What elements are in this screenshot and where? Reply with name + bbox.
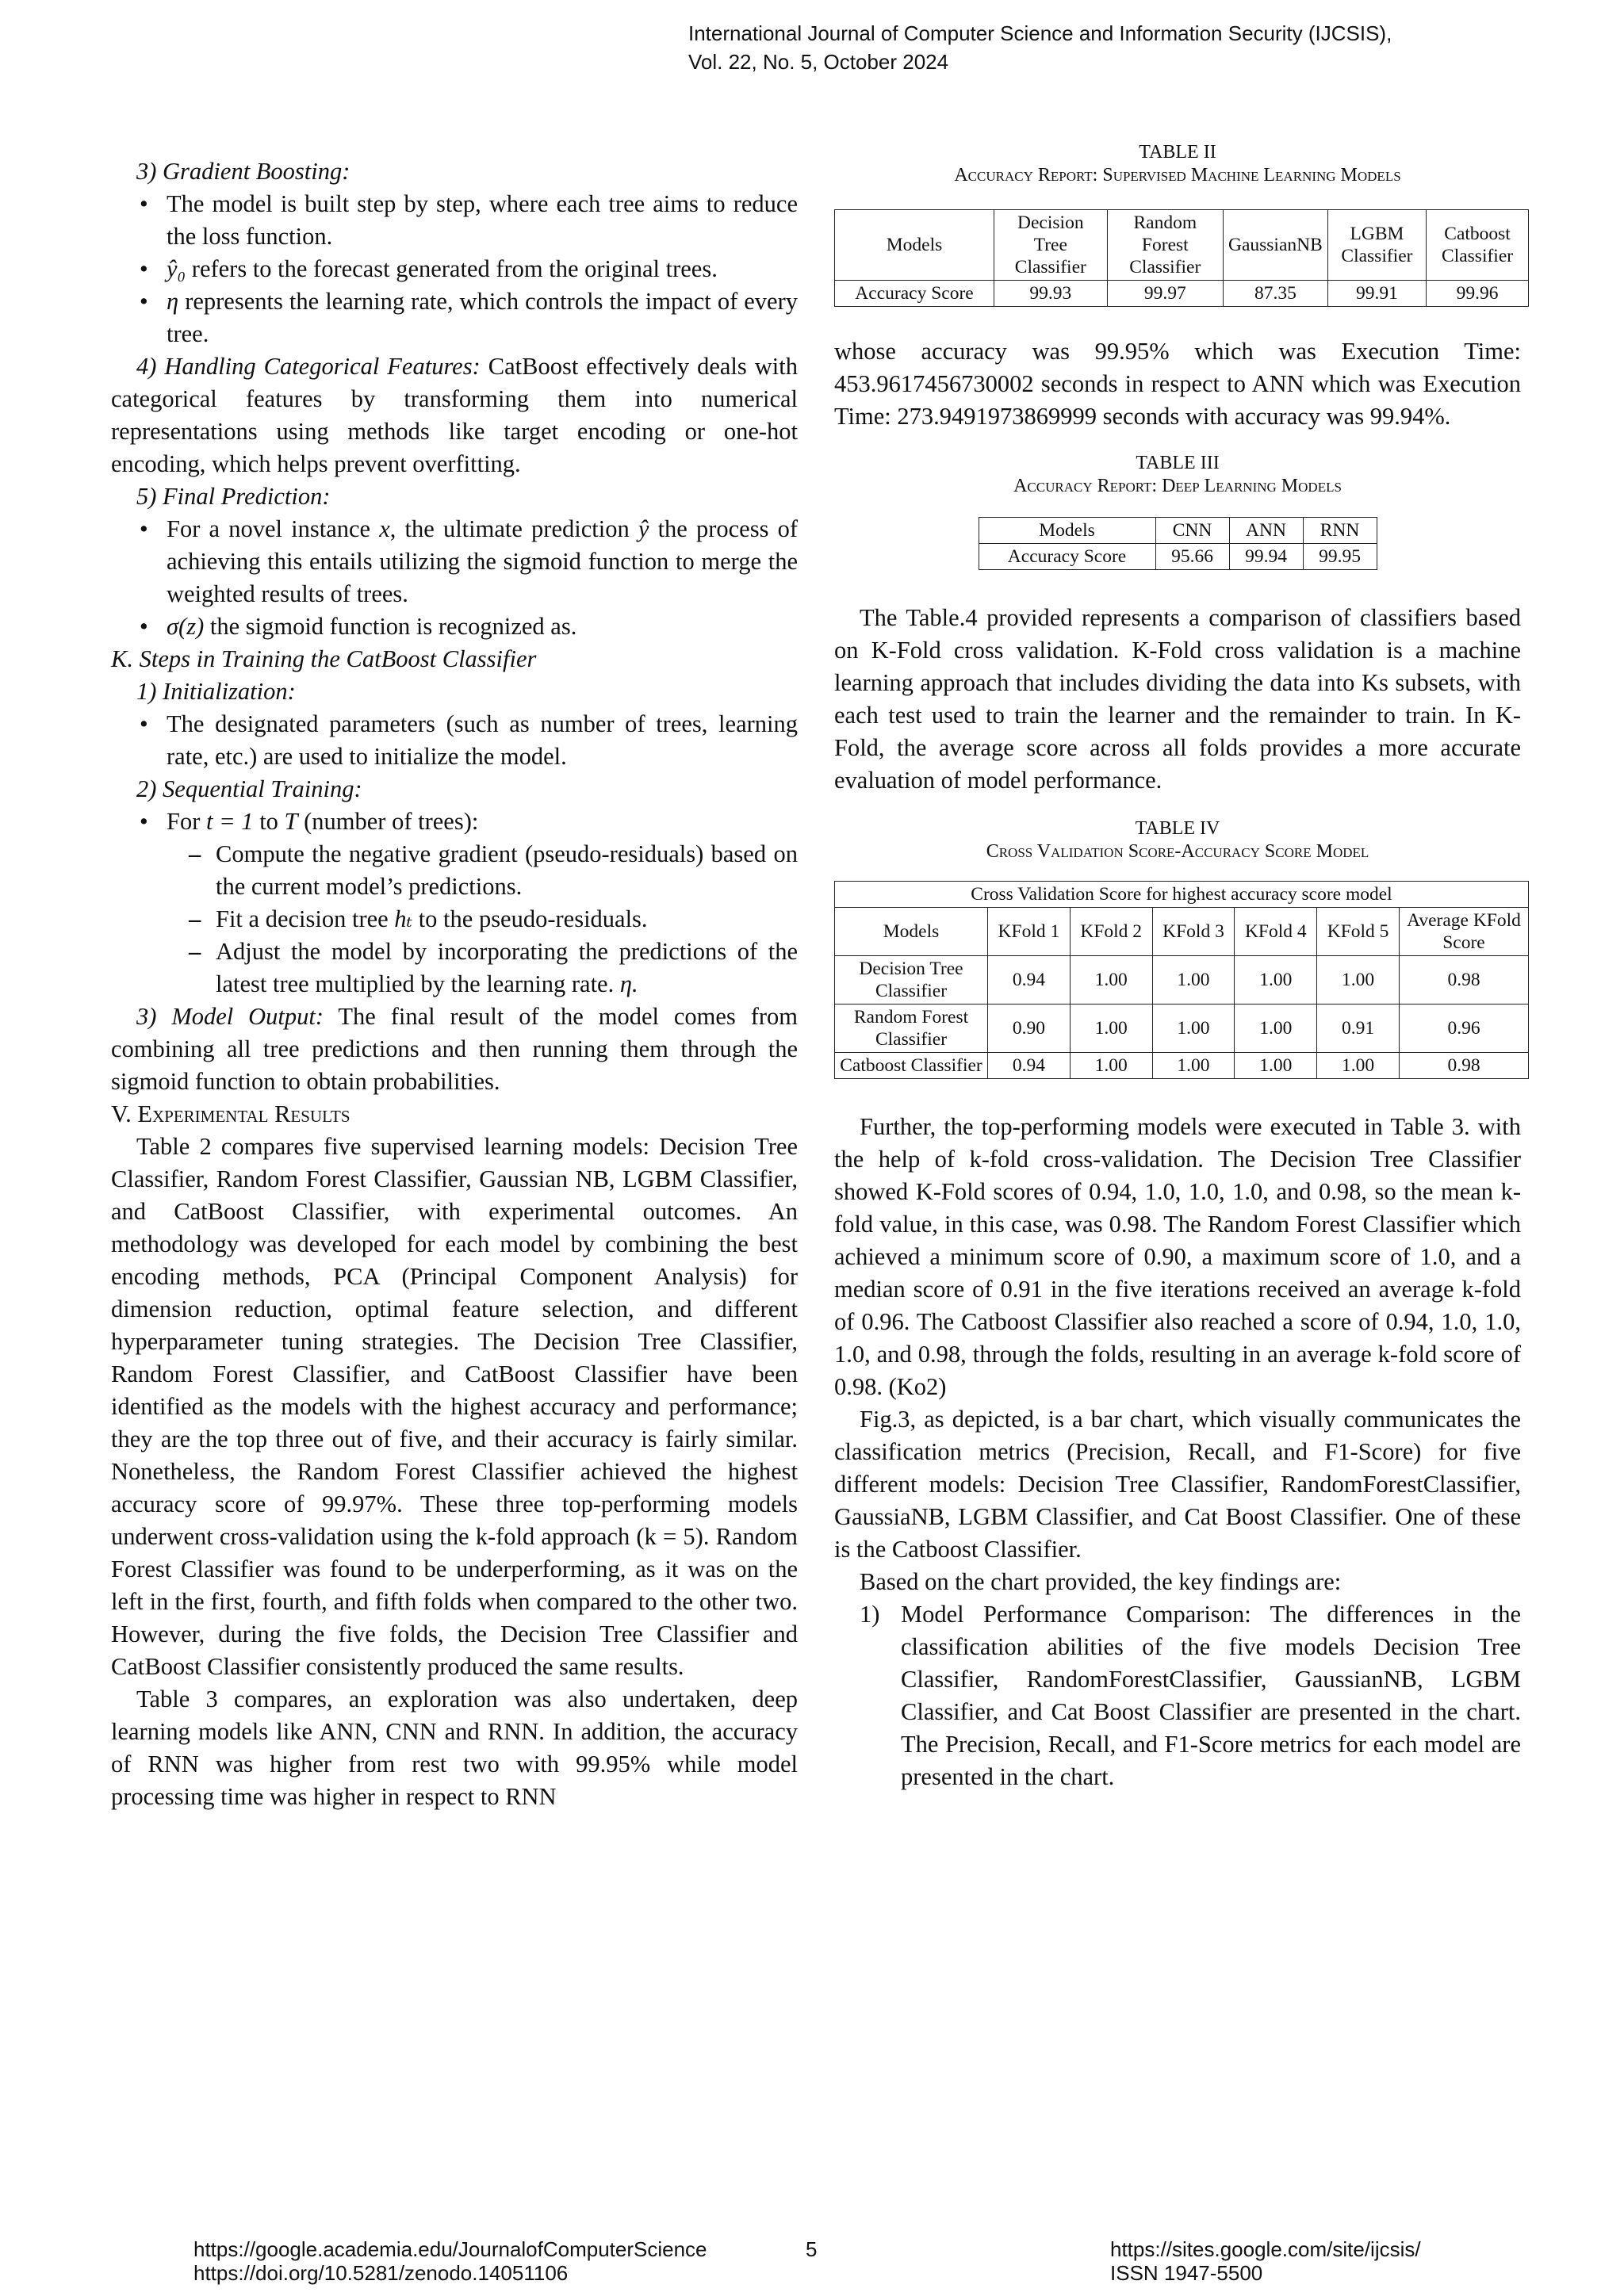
table-cell: 1.00 [1152,1053,1235,1079]
table-cell: Models [835,908,988,956]
table-cell: Catboost Classifier [835,1053,988,1079]
table-cell: 0.98 [1400,1053,1529,1079]
list-item: • The designated parameters (such as number of trees, learning rate, etc.) are used to initialize the model. [111,708,798,773]
list-item: 1) Model Performance Comparison: The differences in the classification abilities of the five models Decision Tree Classifier, RandomForestClassifier, GaussianNB, LGBM Classifier, and Cat Boost Classifier are presented in the chart. The Precision, Recall, and F1-Score metrics for each model are presented in the chart. [834,1598,1521,1793]
math-symbol: η. [619,970,638,997]
list-item: – Compute the negative gradient (pseudo-residuals) based on the current model’s predictions. [111,838,798,903]
list-item: – Adjust the model by incorporating the predictions of the latest tree multiplied by the learning rate. η. [111,936,798,1001]
right-column [834,142,1521,1793]
top-models-paragraph: Further, the top-performing models were executed in Table 3. with the help of k-fold cross-validation. The Decision Tree Classifier showed K-Fold scores of 0.94, 1.0, 1.0, 1.0, and 0.98, so the mean k-fold value, in this case, was 0.98. The Random Forest Classifier which achieved a minimum score of 0.90, a maximum score of 1.0, and a median score of 0.91 in the five iterations received an average k-fold of 0.96. The Catboost Classifier also reached a score of 0.94, 1.0, 1.0, 1.0, and 0.98, through the folds, resulting in an average k-fold score of 0.98. (Ko2) [834,1113,1521,1400]
table-row [835,1004,1529,1053]
math-symbol: σ(z) [167,613,205,640]
footer-link[interactable]: https://doi.org/10.5281/zenodo.14051106 [193,2261,569,2285]
sequential-training-heading: 2) Sequential Training: [136,775,362,802]
key-findings-list [834,1598,1521,1793]
table-cell: Accuracy Score [835,281,994,307]
section-heading: V. Experimental Results [111,1100,350,1127]
table-cell: 0.98 [1400,956,1529,1004]
table-cell: 99.91 [1327,281,1426,307]
table-row [979,544,1377,570]
table-cell: 1.00 [1235,956,1317,1004]
math-symbol: ŷ₀ [167,255,186,282]
journal-title: International Journal of Computer Science and Information Security (IJCSIS), [688,21,1392,45]
table-cell: Average KFold Score [1400,908,1529,956]
subsection-heading: K. Steps in Training the CatBoost Classifier [111,645,537,672]
table-cell: GaussianNB [1223,210,1327,281]
list-item: • σ(z) the sigmoid function is recognized as. [111,610,798,643]
table-cell: KFold 1 [988,908,1071,956]
table-cell: 0.91 [1317,1004,1400,1053]
final-prediction-heading: 5) Final Prediction: [136,483,331,510]
table-cell: 1.00 [1070,956,1152,1004]
table-cell: Models [835,210,994,281]
footer-right [1110,2237,1421,2285]
list-item: • ŷ₀ refers to the forecast generated from the original trees. [111,253,798,285]
table-cell: 1.00 [1317,1053,1400,1079]
table-3-caption [834,452,1521,498]
table-header-row [835,210,1529,281]
math-symbol: x [379,515,390,542]
table-cell: 0.96 [1400,1004,1529,1053]
table-cell: 1.00 [1235,1053,1317,1079]
table-cell: 1.00 [1070,1053,1152,1079]
list-item: • η represents the learning rate, which controls the impact of every tree. [111,285,798,350]
table-span-row [835,882,1529,908]
table-cell: 0.94 [988,1053,1071,1079]
ann-rnn-paragraph: whose accuracy was 99.95% which was Execution Time: 453.9617456730002 seconds in respect to ANN which was Execution Time: 273.9491973869999 seconds with accuracy was 99.94%. [834,338,1521,430]
list-item: – Fit a decision tree hₜ to the pseudo-residuals. [111,903,798,936]
table-header-row [979,518,1377,544]
table-title: Accuracy Report: Deep Learning Models [1013,476,1342,496]
table-cell: KFold 2 [1070,908,1152,956]
gradient-boosting-list [111,188,798,350]
table-cell: Models [979,518,1155,544]
table-cell: 1.00 [1152,1004,1235,1053]
table-cell: 0.90 [988,1004,1071,1053]
table-cell: KFold 5 [1317,908,1400,956]
table-cell: 1.00 [1235,1004,1317,1053]
table-cell: Cross Validation Score for highest accuracy score model [835,882,1529,908]
table-cell: LGBM Classifier [1327,210,1426,281]
categorical-features-paragraph: 4) Handling Categorical Features: CatBoost effectively deals with categorical features by transforming them into numerical representations using methods like target encoding or one-hot encoding, which helps prevent overfitting. [111,353,798,477]
math-symbol: T [284,808,298,835]
sequential-training-steps [111,838,798,1001]
table-4 [834,881,1529,1079]
initialization-list [111,708,798,773]
table-label: TABLE III [1136,453,1220,473]
table-3 [979,517,1377,570]
table-cell: Random Forest Classifier [1107,210,1223,281]
table-cell: 99.96 [1427,281,1529,307]
initialization-heading: 1) Initialization: [136,678,296,705]
table-cell: 99.95 [1303,544,1377,570]
journal-volume: Vol. 22, No. 5, October 2024 [688,50,949,74]
table-4-caption [834,817,1521,863]
table-row [835,281,1529,307]
model-output-heading: 3) Model Output: [136,1003,324,1030]
table-cell: Accuracy Score [979,544,1155,570]
table-cell: 1.00 [1070,1004,1152,1053]
math-symbol: t = 1 [206,808,254,835]
table-2-caption [834,141,1521,187]
list-item: • The model is built step by step, where each tree aims to reduce the loss function. [111,188,798,253]
table-title: Cross Validation Score-Accuracy Score Model [986,841,1369,862]
table-2 [834,209,1529,307]
table-cell: KFold 4 [1235,908,1317,956]
table-cell: KFold 3 [1152,908,1235,956]
table-cell: Decision Tree Classifier [994,210,1108,281]
sequential-training-list [111,806,798,838]
results-paragraph-1: Table 2 compares five supervised learning models: Decision Tree Classifier, Random Forest Classifier, Gaussian NB, LGBM Classifier, and CatBoost Classifier, with experimental outcomes. An methodology was developed for each model by combining the best encoding methods, PCA (Principal Component Analysis) for dimension reduction, optimal feature selection, and different hyperparameter tuning strategies. The Decision Tree Classifier, Random Forest Classifier, and CatBoost Classifier have been identified as the models with the highest accuracy and performance; they are the top three out of five, and their accuracy is fairly similar. Nonetheless, the Random Forest Classifier achieved the highest accuracy score of 99.97%. These three top-performing models underwent cross-validation using the k-fold approach (k = 5). Random Forest Classifier was found to be underperforming, as it was on the left in the first, fourth, and fifth folds when compared to the other two. However, during the five folds, the Decision Tree Classifier and CatBoost Classifier consistently produced the same results. [111,1133,798,1680]
table-cell: 99.93 [994,281,1108,307]
key-findings-intro: Based on the chart provided, the key findings are: [860,1568,1342,1595]
gradient-boosting-heading: 3) Gradient Boosting: [136,158,350,185]
issn: ISSN 1947-5500 [1110,2261,1263,2285]
results-paragraph-2: Table 3 compares, an exploration was also undertaken, deep learning models like ANN, CNN and RNN. In addition, the accuracy of RNN was higher from rest two with 99.95% while model processing time was higher in respect to RNN [111,1686,798,1810]
left-column [111,155,798,1813]
table-cell: 99.97 [1107,281,1223,307]
table-cell: CNN [1155,518,1229,544]
table-cell: ANN [1229,518,1303,544]
list-item: • For a novel instance x, the ultimate prediction ŷ the process of achieving this entails utilizing the sigmoid function to merge the weighted results of trees. [111,513,798,610]
table-label: TABLE IV [1135,818,1220,839]
table-label: TABLE II [1139,142,1216,163]
table-cell: 87.35 [1223,281,1327,307]
categorical-features-heading: 4) Handling Categorical Features: [136,353,481,380]
fig3-paragraph: Fig.3, as depicted, is a bar chart, which visually communicates the classification metrics (Precision, Recall, and F1-Score) for five different models: Decision Tree Classifier, RandomForestClassifier, GaussiaNB, LGBM Classifier, and Cat Boost Classifier. One of these is the Catboost Classifier. [834,1406,1521,1563]
table-cell: 1.00 [1152,956,1235,1004]
list-number: 1) [860,1601,880,1628]
table-cell: 99.94 [1229,544,1303,570]
list-item: • For t = 1 to T (number of trees): [111,806,798,838]
table-row [835,956,1529,1004]
math-symbol: hₜ [394,905,413,932]
math-symbol: η [167,288,179,315]
table-title: Accuracy Report: Supervised Machine Learning Models [954,165,1401,186]
table-cell: RNN [1303,518,1377,544]
table-cell: 95.66 [1155,544,1229,570]
page-number: 5 [806,2237,818,2261]
table-header-row [835,908,1529,956]
math-symbol: ŷ [638,515,649,542]
table-cell: Decision Tree Classifier [835,956,988,1004]
footer-left [193,2237,707,2285]
table-row [835,1053,1529,1079]
footer-link[interactable]: https://sites.google.com/site/ijcsis/ [1110,2237,1421,2261]
running-header [688,19,1392,76]
table-cell: Catboost Classifier [1427,210,1529,281]
table-cell: 0.94 [988,956,1071,1004]
kfold-paragraph: The Table.4 provided represents a comparison of classifiers based on K-Fold cross validation. K-Fold cross validation is a machine learning approach that includes dividing the data into Ks subsets, with each test used to train the learner and the remainder to train. In K-Fold, the average score across all folds provides a more accurate evaluation of model performance. [834,604,1521,794]
footer-link[interactable]: https://google.academia.edu/JournalofComputerScience [193,2237,707,2261]
model-output-paragraph: 3) Model Output: The final result of the model comes from combining all tree predictions and then running them through the sigmoid function to obtain probabilities. [111,1003,798,1095]
table-cell: 1.00 [1317,956,1400,1004]
final-prediction-list [111,513,798,643]
table-cell: Random Forest Classifier [835,1004,988,1053]
